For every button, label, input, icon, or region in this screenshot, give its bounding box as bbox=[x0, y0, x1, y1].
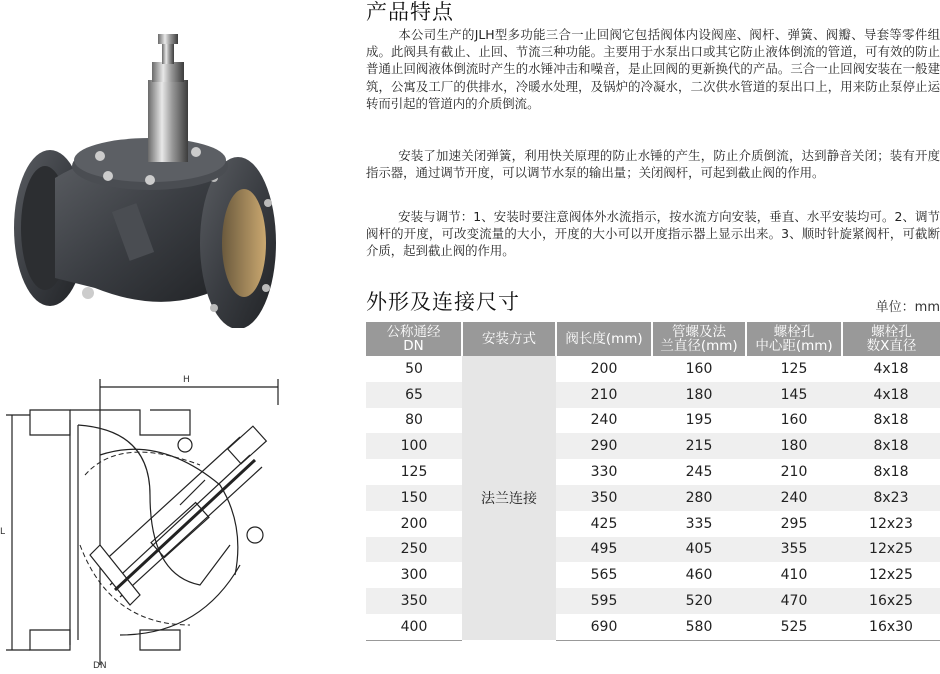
cell-bolt-center: 180 bbox=[746, 433, 842, 459]
cell-length: 330 bbox=[590, 464, 618, 481]
cell-flange-diameter: 195 bbox=[685, 412, 713, 429]
header-length bbox=[556, 322, 652, 356]
valve-section-drawing bbox=[0, 375, 300, 674]
header-flange-diameter bbox=[652, 322, 746, 356]
cell-length: 690 bbox=[556, 614, 652, 640]
left-column bbox=[0, 0, 360, 674]
cell-bolt-count: 8x23 bbox=[842, 485, 940, 511]
cell-flange-diameter: 215 bbox=[652, 433, 746, 459]
cell-bolt-center: 125 bbox=[780, 360, 808, 377]
cell-dn: 350 bbox=[366, 588, 462, 614]
header-text: 螺栓孔 bbox=[871, 324, 912, 340]
header-text: 公称通经 bbox=[386, 324, 441, 340]
header-text: DN bbox=[403, 338, 424, 354]
cell-length: 495 bbox=[556, 537, 652, 563]
table-row bbox=[366, 614, 940, 640]
table-row bbox=[366, 459, 940, 485]
cell-bolt-center: 470 bbox=[746, 588, 842, 614]
table-row bbox=[366, 433, 940, 459]
cell-length: 565 bbox=[590, 567, 618, 584]
cell-bolt-count: 4x18 bbox=[873, 360, 909, 377]
table-row bbox=[366, 511, 940, 537]
cell-bolt-count: 12x25 bbox=[869, 567, 913, 584]
cell-bolt-center: 355 bbox=[746, 537, 842, 563]
table-row bbox=[366, 588, 940, 614]
cell-bolt-count: 8x18 bbox=[873, 464, 909, 481]
cell-flange-diameter: 280 bbox=[652, 485, 746, 511]
cell-flange-diameter: 580 bbox=[652, 614, 746, 640]
cell-dn: 125 bbox=[400, 464, 428, 481]
cell-bolt-center: 145 bbox=[746, 382, 842, 408]
cell-dn: 100 bbox=[366, 433, 462, 459]
cell-bolt-center: 410 bbox=[780, 567, 808, 584]
table-row bbox=[366, 562, 940, 588]
features-paragraph-1 bbox=[366, 26, 940, 112]
cell-bolt-count: 8x18 bbox=[873, 412, 909, 429]
cell-flange-diameter: 335 bbox=[685, 515, 713, 532]
header-text: 安装方式 bbox=[482, 331, 536, 347]
header-mount bbox=[462, 322, 556, 356]
cell-flange-diameter: 460 bbox=[685, 567, 713, 584]
cell-dn: 250 bbox=[366, 537, 462, 563]
cell-bolt-center: 240 bbox=[746, 485, 842, 511]
table-row bbox=[366, 485, 940, 511]
header-text: 兰直径(mm) bbox=[660, 338, 738, 354]
cell-bolt-count: 16x30 bbox=[842, 614, 940, 640]
header-dn bbox=[366, 322, 462, 356]
cell-flange-diameter: 245 bbox=[685, 464, 713, 481]
cell-length: 595 bbox=[556, 588, 652, 614]
cell-bolt-center: 295 bbox=[780, 515, 808, 532]
header-text: 阀长度(mm) bbox=[565, 331, 643, 347]
header-text: 数X直径 bbox=[866, 338, 917, 354]
features-paragraph-2-text: 安装了加速关闭弹簧，利用快关原理的防止水锤的产生，防止介质倒流，达到静音关闭；装有开度指示器，通过调节开度，可以调节水泵的输出量；关闭阀杆，可起到截止阀的作用。 bbox=[366, 148, 940, 181]
cell-flange-diameter: 405 bbox=[652, 537, 746, 563]
dimension-l-label: L bbox=[0, 527, 6, 537]
cell-dn: 65 bbox=[366, 382, 462, 408]
dimension-h-label: H bbox=[183, 375, 190, 385]
header-text: 中心距(mm) bbox=[755, 338, 833, 354]
cell-flange-diameter: 520 bbox=[652, 588, 746, 614]
table-header-row bbox=[366, 322, 940, 356]
cell-length: 425 bbox=[590, 515, 618, 532]
cell-bolt-count: 16x25 bbox=[842, 588, 940, 614]
valve-product-photo bbox=[0, 28, 295, 328]
cell-length: 350 bbox=[556, 485, 652, 511]
cell-dn: 300 bbox=[400, 567, 428, 584]
cell-bolt-center: 160 bbox=[780, 412, 808, 429]
cell-length: 210 bbox=[556, 382, 652, 408]
table-row bbox=[366, 382, 940, 408]
cell-dn: 400 bbox=[366, 614, 462, 640]
cell-length: 200 bbox=[590, 360, 618, 377]
table-row bbox=[366, 537, 940, 563]
header-text: 螺栓孔 bbox=[773, 324, 815, 340]
cell-bolt-center: 525 bbox=[746, 614, 842, 640]
header-bolt-center bbox=[746, 322, 842, 356]
features-title: 产品特点 bbox=[366, 0, 454, 24]
dimensions-table bbox=[366, 322, 940, 641]
cell-bolt-count: 12x25 bbox=[842, 537, 940, 563]
table-row bbox=[366, 408, 940, 434]
features-paragraph-3-text: 安装与调节：1、安装时要注意阀体外水流指示，按水流方向安装，垂直、水平安装均可。2、调节阀杆的开度，可改变流量的大小，开度的大小可以开度指示器上显示出来。3、顺时针旋紧阀杆，可截断介质，起到截止阀的作用。 bbox=[366, 209, 940, 259]
cell-length: 240 bbox=[590, 412, 618, 429]
header-bolt-count bbox=[842, 322, 940, 356]
cell-bolt-count: 8x18 bbox=[842, 433, 940, 459]
table-row bbox=[366, 356, 940, 382]
unit-label: 单位：mm bbox=[875, 300, 940, 315]
header-text: 管螺及法 bbox=[672, 324, 726, 340]
cell-dn: 80 bbox=[405, 412, 423, 429]
features-paragraph-3 bbox=[366, 208, 940, 260]
cell-flange-diameter: 180 bbox=[652, 382, 746, 408]
cell-mount-type: 法兰连接 bbox=[462, 356, 556, 640]
cell-bolt-count: 4x18 bbox=[842, 382, 940, 408]
cell-bolt-center: 210 bbox=[780, 464, 808, 481]
features-paragraph-1-text: 本公司生产的JLH型多功能三合一止回阀它包括阀体内设阀座、阀杆、弹簧、阀瓣、导套等零件组成。此阀具有截止、止回、节流三种功能。主要用于水泵出口或其它防止液体倒流的管道，可有效的防止普通止回阀液体倒流时产生的水锤冲击和噪音，是止回阀的更新换代的产品。三合一止回阀安装在一般建筑，公寓及工厂的供排水，冷暖水处理，及锅炉的冷凝水，二次供水管道的泵出口上，用来防止泵停止运转而引起的管道内的介质倒流。 bbox=[366, 27, 940, 111]
cell-bolt-count: 12x23 bbox=[869, 515, 913, 532]
cell-length: 290 bbox=[556, 433, 652, 459]
table-body bbox=[366, 356, 940, 640]
cell-dn: 200 bbox=[400, 515, 428, 532]
dimensions-title: 外形及连接尺寸 bbox=[366, 290, 520, 314]
dimension-dn-label: DN bbox=[93, 661, 107, 671]
cell-dn: 150 bbox=[366, 485, 462, 511]
features-paragraph-2 bbox=[366, 147, 940, 181]
cell-dn: 50 bbox=[405, 360, 423, 377]
cell-flange-diameter: 160 bbox=[685, 360, 713, 377]
